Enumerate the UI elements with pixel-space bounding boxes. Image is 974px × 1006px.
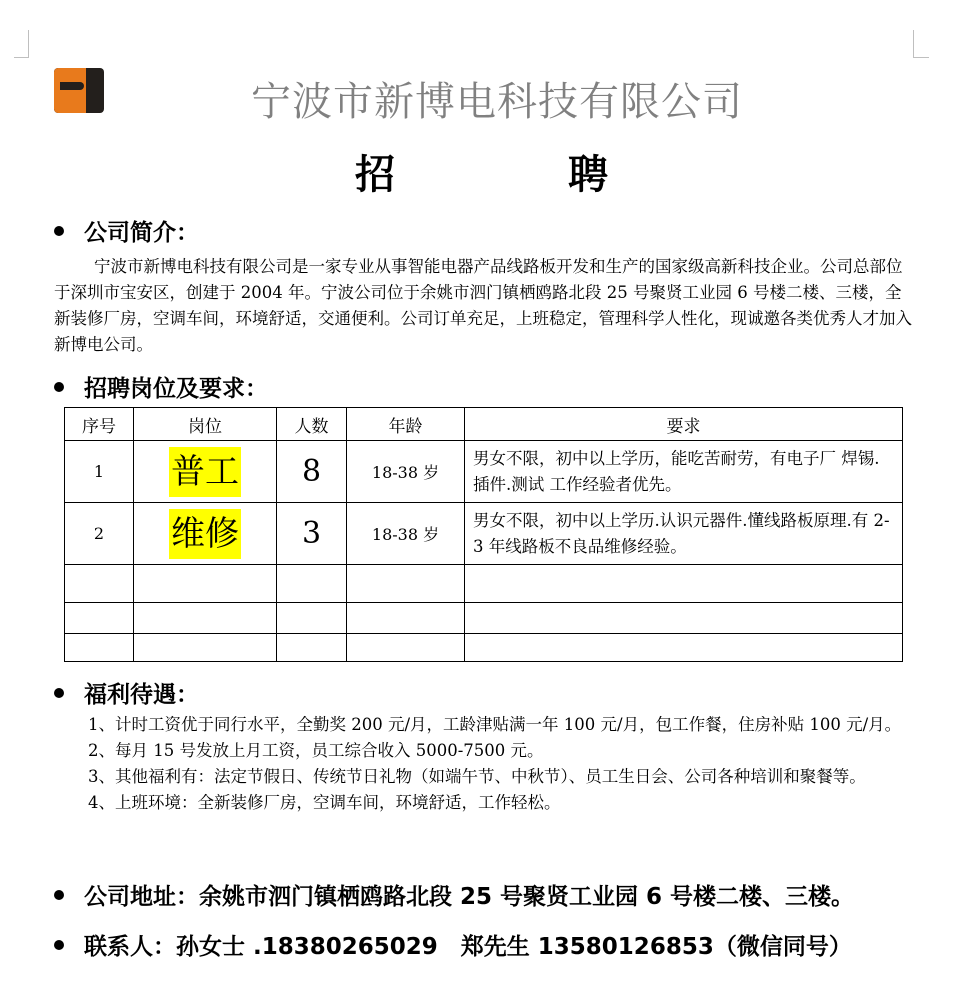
bullet-icon bbox=[54, 382, 64, 392]
bullet-icon bbox=[54, 890, 64, 900]
column-header: 岗位 bbox=[134, 408, 277, 441]
jobs-table bbox=[64, 407, 903, 662]
column-header: 人数 bbox=[277, 408, 347, 441]
table-row-empty bbox=[65, 603, 903, 634]
table-row bbox=[65, 503, 903, 565]
cell-requirement: 男女不限，初中以上学历.认识元器件.懂线路板原理.有 2-3 年线路板不良品维修经验。 bbox=[465, 503, 903, 565]
column-header: 年龄 bbox=[347, 408, 465, 441]
table-row bbox=[65, 441, 903, 503]
table-row-empty bbox=[65, 565, 903, 603]
company-name: 宁波市新博电科技有限公司 bbox=[251, 79, 743, 125]
crop-mark-top-left bbox=[14, 57, 29, 58]
position-label: 普工 bbox=[169, 447, 241, 497]
cell-age: 18-38 岁 bbox=[347, 441, 465, 503]
benefit-item: 2、每月 15 号发放上月工资，员工综合收入 5000-7500 元。 bbox=[88, 741, 544, 760]
column-header: 序号 bbox=[65, 408, 134, 441]
table-row-empty bbox=[65, 634, 903, 662]
cell-position bbox=[134, 503, 277, 565]
section-heading-jobs: 招聘岗位及要求： bbox=[54, 370, 268, 403]
bullet-icon bbox=[54, 226, 64, 236]
contact-line: 联系人：孙女士 .18380265029 郑先生 13580126853（微信同号） bbox=[54, 928, 852, 961]
address-line: 公司地址：余姚市泗门镇栖鸥路北段 25 号聚贤工业园 6 号楼二楼、三楼。 bbox=[54, 878, 854, 911]
cell-age: 18-38 岁 bbox=[347, 503, 465, 565]
cell-no: 1 bbox=[65, 441, 134, 503]
bullet-icon bbox=[54, 688, 64, 698]
benefit-item: 1、计时工资优于同行水平，全勤奖 200 元/月，工龄津贴满一年 100 元/月，包工作餐，住房补贴 100 元/月。 bbox=[88, 715, 902, 734]
column-header: 要求 bbox=[465, 408, 903, 441]
position-label: 维修 bbox=[169, 509, 241, 559]
intro-text: 宁波市新博电科技有限公司是一家专业从事智能电器产品线路板开发和生产的国家级高新科技企业。公司总部位于深圳市宝安区，创建于 2004 年。宁波公司位于余姚市泗门镇栖鸥路北段 25 号聚贤工业园 6 号楼二楼、三楼，全新装修厂房，空调车间，环境舒适，交通便利。公司订单充足，上班稳定，管理科学人性化，现诚邀各类优秀人才加入新博电公司。 bbox=[54, 257, 912, 354]
crop-mark-top-right bbox=[913, 30, 914, 58]
cell-no: 2 bbox=[65, 503, 134, 565]
bullet-icon bbox=[54, 940, 64, 950]
cell-position bbox=[134, 441, 277, 503]
benefit-item: 3、其他福利有：法定节假日、传统节日礼物（如端午节、中秋节）、员工生日会、公司各种培训和聚餐等。 bbox=[88, 767, 866, 786]
title-char: 招 bbox=[355, 152, 395, 198]
cell-count: 8 bbox=[277, 441, 347, 503]
benefit-item: 4、上班环境：全新装修厂房，空调车间，环境舒适，工作轻松。 bbox=[88, 793, 561, 812]
title-char: 聘 bbox=[568, 152, 608, 198]
section-heading-benefits: 福利待遇： bbox=[54, 676, 199, 709]
crop-mark-top-left bbox=[28, 30, 29, 58]
crop-mark-top-right bbox=[913, 57, 929, 58]
benefits-list bbox=[54, 712, 914, 816]
cell-requirement: 男女不限，初中以上学历，能吃苦耐劳，有电子厂 焊锡.插件.测试 工作经验者优先。 bbox=[465, 441, 903, 503]
cell-count: 3 bbox=[277, 503, 347, 565]
table-header-row bbox=[65, 408, 903, 441]
section-heading-intro: 公司简介： bbox=[54, 214, 199, 247]
